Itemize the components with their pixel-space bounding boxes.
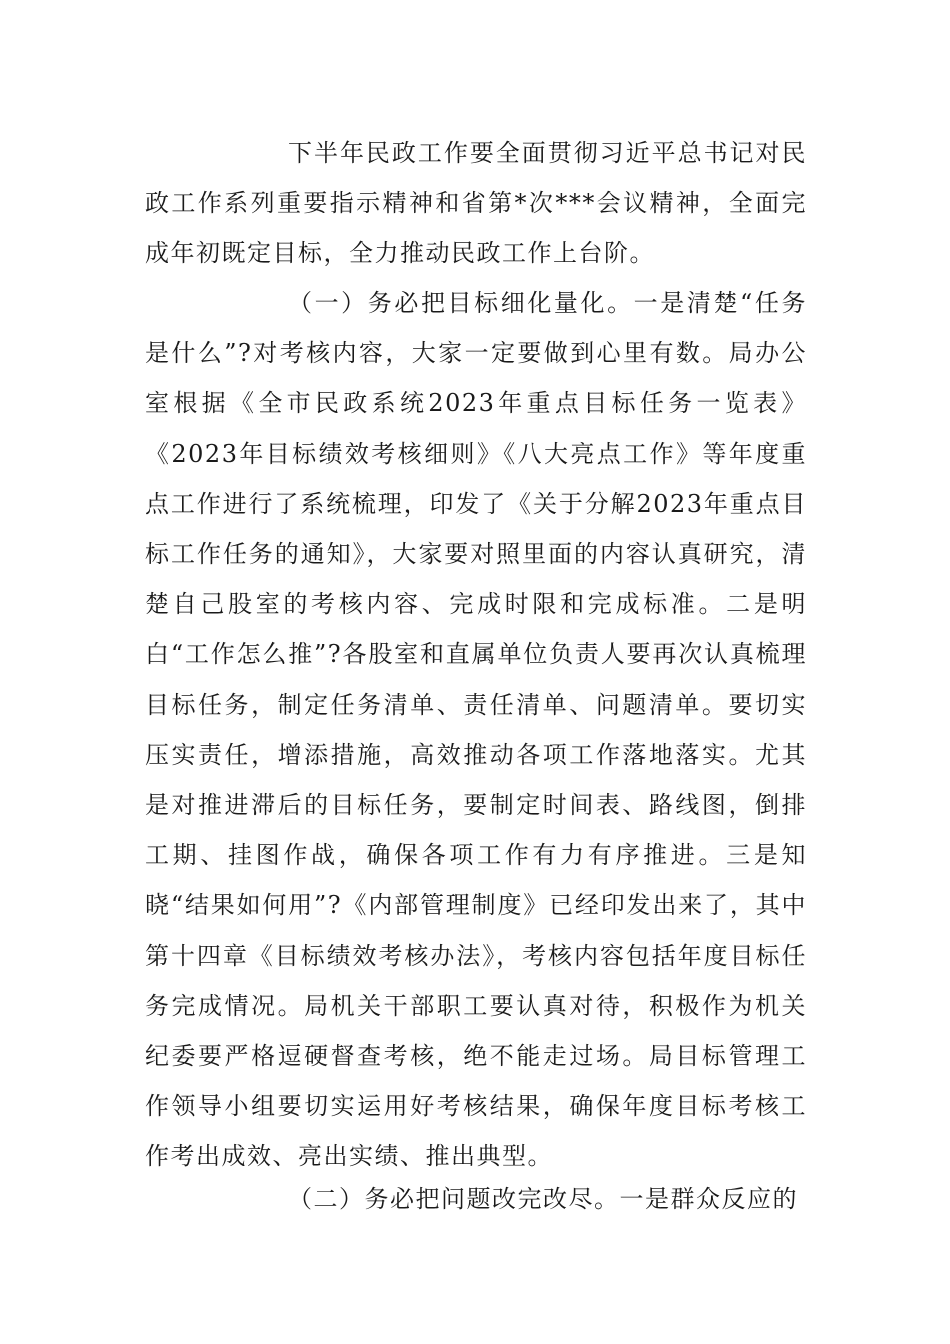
paragraph-section-2: （二）务必把问题改完改尽。一是群众反应的 [288, 1185, 798, 1213]
paragraph-section-1: （一）务必把目标细化量化。一是清楚“任务是什么”?对考核内容，大家一定要做到心里有数。局办公室根据《全市民政系统2023年重点目标任务一览表》《2023年目标绩效考核细则》《八大亮点工作》等年度重点工作进行了系统梳理，印发了《关于分解2023年重点目标工作任务的通知》，大家要对照里面的内容认真研究，清楚自己股室的考核内容、完成时限和完成标准。二是明白“工作怎么推”?各股室和直属单位负责人要再次认真梳理目标任务，制定任务清单、责任清单、问题清单。要切实压实责任，增添措施，高效推动各项工作落地落实。尤其是对推进滞后的目标任务，要制定时间表、路线图，倒排工期、挂图作战，确保各项工作有力有序推进。三是知晓“结果如何用”?《内部管理制度》已经印发出来了，其中第十四章《目标绩效考核办法》，考核内容包括年度目标任务完成情况。局机关干部职工要认真对待，积极作为机关纪委要严格逗硬督查考核，绝不能走过场。局目标管理工作领导小组要切实运用好考核结果，确保年度目标考核工作考出成效、亮出实绩、推出典型。 [145, 289, 807, 1171]
paragraph-intro: 下半年民政工作要全面贯彻习近平总书记对民政工作系列重要指示精神和省第*次***会议精神，全面完成年初既定目标，全力推动民政工作上台阶。 [145, 139, 807, 268]
